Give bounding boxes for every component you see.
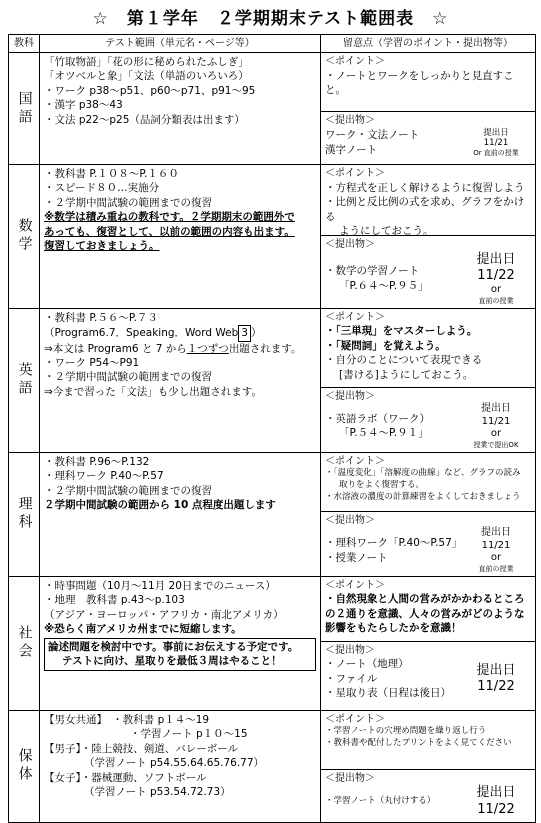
scope-emphasis: １つずつ [186,342,229,355]
point-text: ・ノートとワークをしっかりと見直すこと。 [325,69,514,97]
scope-line: ⇒今まで習った「文法」も少し出題されます。 [44,385,262,398]
due-note: 授業で提出OK [473,440,519,449]
row-shakai [9,576,536,710]
page-title: ☆ 第１学年 ２学期期末テスト範囲表 ☆ [92,9,449,29]
point-text: ・自分のことについて表現できる [325,354,483,367]
submission-item: 漢字ノート [325,143,378,156]
subject-hotai: 保体 [9,710,40,822]
point-text: ようにしておこう。 [339,225,434,238]
point-text: ・比例と反比例の式を求め、グラフをかける [325,196,525,223]
submission-box [321,235,535,308]
row-kokugo [9,53,536,165]
scope-text: ） [250,327,262,340]
scope-line: ・スピード８０…実施分 [44,182,160,195]
submission-header: ＜提出物＞ [325,239,375,250]
submission-header: ＜提出物＞ [325,390,375,402]
point-text: [書ける]ようにしておこう。 [339,368,474,381]
header-points: 留意点（学習のポイント・提出物等） [321,35,536,53]
submission-box [321,387,535,452]
submission-header: ＜提出物＞ [325,644,375,656]
table-header-row [9,35,536,53]
point-box [321,577,535,641]
submission-box [321,641,535,703]
scope-text: 出題されます。 [228,342,302,355]
row-sugaku [9,165,536,309]
points-shakai [321,576,536,710]
scope-line: ・漢字 p38～43 [44,99,123,112]
scope-sugaku [40,165,321,309]
subject-kokugo: 国語 [9,53,40,165]
due-label: 提出日 [481,527,511,539]
point-text: ・水溶液の濃度の計算練習をよくしておきましょう [325,491,521,502]
test-scope-table [8,34,536,823]
submission-item: ・ノート（地理） [325,658,409,671]
scope-eigo [40,308,321,452]
due-or: or [490,552,502,564]
header-scope: テスト範囲（単元名・ページ等） [40,35,321,53]
header-subject: 教科 [9,35,40,53]
point-text: ・「温度変化」「溶解度の曲線」など、グラフの読み [325,468,521,479]
submission-item: 「P.５４～P.９１」 [339,427,429,440]
warning-line: 論述問題を検討中です。事前にお伝えする予定です。 [48,640,299,653]
scope-line: （学習ノート p53.54.72.73） [84,786,231,799]
due-or: or [490,428,502,440]
point-header: ＜ポイント＞ [325,311,385,323]
point-text: ・自然現象と人間の営みがかかわるところの２通りを意識、人々の営みがどのような影響をもたらしたかを意識！ [325,593,525,635]
due-date [461,252,531,306]
scope-line: ・ワーク p38～p51、p60～p71、p91～95 [44,84,256,97]
scope-line: ・文法 p22～p25（品詞分類表は出ます） [44,113,245,126]
due-label: 提出日 [481,403,511,415]
due-label: 提出日 [476,251,516,267]
scope-line: ・地理 教科書 p.43～p.103 [44,594,185,607]
scope-hotai [40,710,321,822]
due-date [461,663,531,696]
scope-line: ・教科書 P.５６～P.７３ [44,311,158,324]
scope-line: 「オツベルと象」「文法（単語のいろいろ） [44,70,249,83]
submission-item: ・ファイル [325,672,378,685]
warning-line: テストに向け、星取りを最低３周はやること！ [62,655,282,668]
subject-shakai: 社会 [9,576,40,710]
submission-item: ・星取り表（日程は後日） [325,687,451,700]
row-hotai [9,710,536,822]
scope-line: ・２学期中間試験の範囲までの復習 [44,484,212,497]
scope-line [44,325,316,341]
point-text: 取りをよく復習する。 [339,480,425,491]
submission-header: ＜提出物＞ [325,115,375,126]
submission-item: ワーク・文法ノート [325,129,420,142]
submission-box [321,769,535,820]
due-value: 11/22 [477,268,515,284]
due-or: or [490,284,502,296]
points-rika [321,452,536,576]
scope-line [44,342,316,356]
point-box [321,453,535,511]
point-header: ＜ポイント＞ [325,713,385,725]
warning-line: あっても、復習として、以前の範囲の内容も出ます。 [44,225,295,238]
point-box [321,53,535,111]
point-text: ・学習ノートの穴埋め問題を繰り返し行う [325,726,487,737]
due-note: Or 直前の授業 [473,149,519,158]
scope-line: 【男女共通】 ・教科書 p１４～19 [44,713,210,726]
due-value: 11/22 [477,801,515,817]
due-label: 提出日 [483,127,509,138]
subject-rika: 理科 [9,452,40,576]
due-value: 11/21 [481,539,511,551]
point-text: ・「疑問詞」を覚えよう。 [325,339,446,352]
scope-line: （学習ノート p54.55.64.65.76.77） [84,757,265,770]
scope-line: ・時事問題（10月～11月 20日までのニュース） [44,579,276,592]
due-note: 直前の授業 [478,564,514,573]
scope-line: ・理科ワーク P.40～P.57 [44,470,164,483]
submission-item: 「P.６４～P.９５」 [339,279,429,292]
submission-item: ・理科ワーク「P.40～P.57」 [325,537,463,550]
row-rika [9,452,536,576]
scope-line: ・２学期中間試験の範囲までの復習 [44,196,212,209]
scope-line: ・教科書 P.96～P.132 [44,455,150,468]
scope-line: 【女子】・器械運動、ソフトボール [44,771,207,784]
due-value: 11/21 [481,415,511,427]
warning-line: ※数学は積み重ねの教科です。２学期期末の範囲外で [44,211,295,224]
scope-line: （アジア・ヨーロッパ・アフリカ・南北アメリカ） [44,608,284,621]
warning-line: ２学期中間試験の範囲から 10 点程度出題します [44,499,276,512]
scope-rika [40,452,321,576]
submission-box [321,511,535,576]
due-label: 提出日 [476,662,516,678]
due-value: 11/21 [483,138,509,149]
subject-sugaku: 数学 [9,165,40,309]
scope-line: ※恐らく南アメリカ州までに短縮します。 [44,623,242,636]
submission-item: ・数学の学習ノート [325,265,420,278]
scope-line: ・教科書 P.１０８～P.１６０ [44,168,179,180]
row-eigo [9,308,536,452]
points-kokugo [321,53,536,165]
scope-line: ・ワーク P54～P91 [44,357,140,369]
point-box [321,309,535,387]
due-date [461,527,531,573]
due-date [461,403,531,449]
due-date [461,128,531,158]
boxed-number: 3 [238,325,251,341]
scope-line: 「竹取物語」「花の形に秘められたふしぎ」 [44,56,249,68]
points-hotai [321,710,536,822]
submission-item: ・英語ラボ（ワーク） [325,412,430,425]
scope-kokugo [40,53,321,165]
points-sugaku [321,165,536,309]
due-value: 11/22 [477,679,515,695]
scope-text: ⇒本文は Program6 と 7 から [44,342,187,355]
scope-line: 【男子】・陸上競技、剣道、バレーボール [44,742,239,755]
subject-eigo: 英語 [9,308,40,452]
scope-text: （Program6.7．Speaking．Word Web [44,327,239,340]
scope-line: ・学習ノート p１０～15 [130,728,248,741]
submission-item: ・学習ノート（丸付けする） [325,795,436,806]
point-box [321,711,535,769]
scope-line: ・２学期中間試験の範囲までの復習 [44,371,212,384]
point-text: ・教科書や配付したプリントをよく見てください [325,738,512,749]
scope-shakai [40,576,321,710]
point-header: ＜ポイント＞ [325,455,385,467]
notice-box [44,638,316,671]
submission-box [321,111,535,160]
point-box [321,165,535,238]
points-eigo [321,308,536,452]
point-header: ＜ポイント＞ [325,579,385,591]
point-text: ・「三単現」をマスターしよう。 [325,325,478,338]
due-note: 直前の授業 [478,296,514,305]
submission-header: ＜提出物＞ [325,514,375,526]
point-text: ・方程式を正しく解けるように復習しよう [325,181,525,194]
due-label: 提出日 [476,785,516,801]
due-date [461,785,531,818]
warning-line: 復習しておきましょう。 [44,240,160,253]
point-header: ＜ポイント＞ [325,56,385,67]
submission-item: ・授業ノート [325,551,388,564]
point-header: ＜ポイント＞ [325,168,385,179]
submission-header: ＜提出物＞ [325,772,375,784]
